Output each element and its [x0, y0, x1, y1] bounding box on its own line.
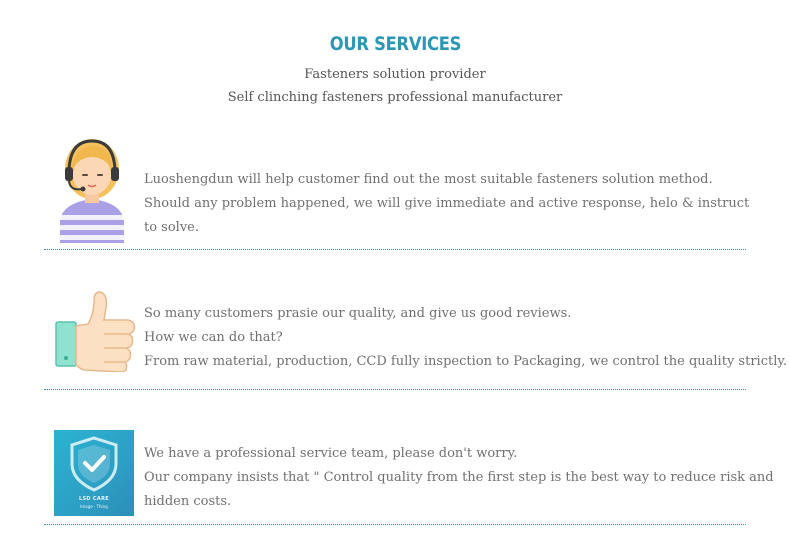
divider — [44, 524, 746, 525]
service-line: hidden costs. — [144, 494, 232, 509]
service-line: We have a professional service team, please don't worry. — [144, 446, 518, 461]
subtitle-provider: Fasteners solution provider — [304, 67, 486, 82]
shield-check-badge-icon — [54, 430, 134, 516]
service-line: Luoshengdun will help customer find out the most suitable fasteners solution method. — [144, 172, 713, 187]
badge-subtitle: Image · Thing — [80, 504, 108, 509]
service-text-team — [144, 442, 774, 514]
badge-title: LSD CARE — [79, 496, 109, 502]
subtitle-manufacturer: Self clinching fasteners professional manufacturer — [227, 90, 563, 105]
service-line: From raw material, production, CCD fully inspection to Packaging, we control the quality strictly. — [144, 354, 788, 369]
customer-service-agent-icon — [54, 135, 130, 247]
divider — [44, 249, 746, 250]
divider — [44, 389, 746, 390]
service-row-quality — [44, 288, 788, 378]
service-line: How we can do that? — [144, 330, 283, 345]
service-line: Our company insists that " Control quality from the first step is the best way to reduce risk and — [144, 470, 774, 485]
service-line: to solve. — [144, 220, 200, 235]
service-text-quality — [144, 302, 787, 374]
service-line: So many customers prasie our quality, and give us good reviews. — [144, 306, 572, 321]
thumbs-up-icon — [54, 288, 138, 376]
service-row-support — [44, 135, 750, 245]
lsd-care-badge — [54, 430, 134, 516]
service-row-team — [44, 428, 774, 520]
page-title: OUR SERVICES — [329, 33, 461, 55]
service-line: Should any problem happened, we will give immediate and active response, helo & instruct — [144, 196, 750, 211]
services-header — [0, 32, 790, 109]
service-text-support — [144, 168, 749, 240]
